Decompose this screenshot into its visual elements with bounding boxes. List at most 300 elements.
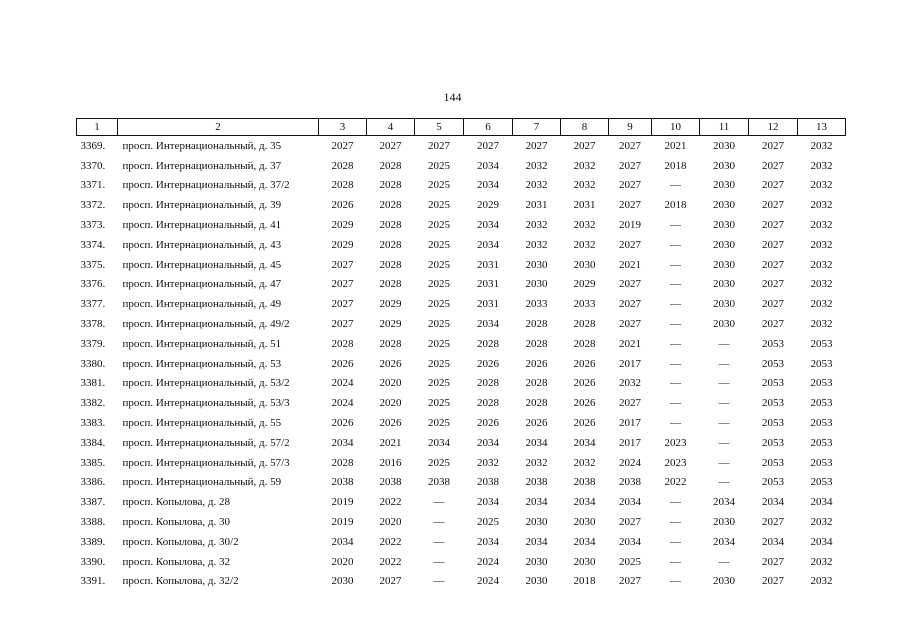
- data-table: [76, 118, 846, 591]
- year-cell: 2034: [573, 535, 596, 548]
- year-cell: 2024: [619, 456, 641, 469]
- table-row: [77, 512, 846, 532]
- year-cell: 2029: [379, 318, 402, 331]
- address-cell: просп. Интернациональный, д. 53/2: [122, 377, 290, 390]
- year-cell: 2026: [573, 397, 596, 410]
- column-header-13: 13: [798, 119, 846, 136]
- year-cell: 2032: [810, 575, 833, 588]
- year-cell: 2025: [428, 278, 450, 291]
- year-cell: 2053: [810, 377, 833, 390]
- year-cell: 2025: [428, 159, 450, 172]
- table-row: [77, 215, 846, 235]
- column-header-10: 10: [652, 119, 700, 136]
- table-row: [77, 374, 846, 394]
- year-cell: 2034: [477, 219, 499, 232]
- column-header-3: 3: [319, 119, 367, 136]
- header-row: [77, 119, 846, 136]
- row-number: 3388.: [80, 516, 106, 529]
- year-cell: 2034: [810, 535, 833, 548]
- column-header-2: 2: [118, 119, 319, 136]
- year-cell: 2017: [619, 436, 641, 449]
- year-cell: 2027: [619, 318, 641, 331]
- column-header-11: 11: [700, 119, 749, 136]
- year-cell: 2034: [619, 496, 641, 509]
- year-cell: 2016: [379, 456, 402, 469]
- year-cell: 2028: [379, 337, 402, 350]
- year-cell: 2025: [477, 516, 499, 529]
- row-number: 3374.: [80, 238, 106, 251]
- year-cell: 2028: [379, 179, 402, 192]
- year-cell: 2027: [619, 238, 641, 251]
- year-cell: 2030: [331, 575, 354, 588]
- year-cell: 2027: [331, 139, 354, 152]
- page-number: 144: [443, 90, 462, 104]
- address-cell: просп. Интернациональный, д. 51: [122, 337, 282, 350]
- year-cell: 2038: [477, 476, 499, 489]
- year-cell: 2031: [525, 199, 548, 212]
- year-cell: 2032: [810, 199, 833, 212]
- table-row: [77, 413, 846, 433]
- year-cell: 2027: [762, 258, 784, 271]
- year-cell: 2053: [762, 476, 784, 489]
- year-cell: 2018: [664, 159, 687, 172]
- table-row: [77, 354, 846, 374]
- column-header-7: 7: [513, 119, 561, 136]
- table-body: [77, 136, 846, 592]
- year-cell: —: [433, 555, 445, 568]
- year-cell: 2053: [810, 337, 833, 350]
- year-cell: 2030: [525, 555, 548, 568]
- year-cell: 2028: [573, 337, 596, 350]
- year-cell: —: [670, 179, 681, 192]
- year-cell: 2025: [428, 397, 450, 410]
- year-cell: 2053: [762, 337, 784, 350]
- year-cell: 2027: [331, 258, 354, 271]
- year-cell: 2028: [331, 456, 354, 469]
- year-cell: 2026: [331, 357, 354, 370]
- year-cell: 2034: [573, 496, 596, 509]
- column-header-12: 12: [749, 119, 798, 136]
- year-cell: 2053: [810, 456, 833, 469]
- year-cell: 2022: [664, 476, 687, 489]
- year-cell: 2028: [331, 337, 354, 350]
- table-row: [77, 255, 846, 275]
- column-header-8: 8: [561, 119, 609, 136]
- year-cell: 2053: [762, 357, 784, 370]
- year-cell: 2024: [477, 555, 499, 568]
- year-cell: —: [718, 337, 730, 350]
- year-cell: —: [718, 397, 730, 410]
- year-cell: 2032: [810, 278, 833, 291]
- year-cell: 2028: [379, 199, 402, 212]
- year-cell: —: [670, 417, 681, 430]
- year-cell: 2027: [619, 298, 641, 311]
- row-number: 3377.: [80, 298, 106, 311]
- year-cell: 2025: [428, 456, 450, 469]
- year-cell: 2033: [573, 298, 596, 311]
- year-cell: 2034: [573, 436, 596, 449]
- year-cell: 2032: [810, 179, 833, 192]
- table-row: [77, 393, 846, 413]
- year-cell: 2033: [525, 298, 548, 311]
- year-cell: 2027: [573, 139, 596, 152]
- year-cell: —: [718, 357, 730, 370]
- year-cell: 2027: [762, 555, 784, 568]
- year-cell: 2038: [573, 476, 596, 489]
- row-number: 3389.: [80, 535, 106, 548]
- year-cell: —: [670, 318, 681, 331]
- year-cell: 2032: [810, 219, 833, 232]
- year-cell: 2032: [573, 179, 596, 192]
- row-number: 3386.: [80, 476, 106, 489]
- year-cell: 2053: [810, 417, 833, 430]
- year-cell: 2027: [331, 298, 354, 311]
- year-cell: —: [670, 516, 681, 529]
- year-cell: 2020: [379, 516, 402, 529]
- year-cell: —: [670, 238, 681, 251]
- year-cell: 2034: [477, 436, 499, 449]
- year-cell: 2020: [331, 555, 354, 568]
- year-cell: —: [718, 555, 730, 568]
- year-cell: 2030: [713, 219, 735, 232]
- year-cell: 2053: [810, 357, 833, 370]
- column-header-1: 1: [77, 119, 118, 136]
- year-cell: 2031: [477, 298, 499, 311]
- year-cell: 2053: [810, 476, 833, 489]
- year-cell: —: [718, 476, 730, 489]
- year-cell: 2024: [331, 397, 354, 410]
- year-cell: 2032: [525, 456, 548, 469]
- year-cell: 2025: [428, 298, 450, 311]
- year-cell: 2027: [762, 219, 784, 232]
- year-cell: 2038: [379, 476, 402, 489]
- address-cell: просп. Интернациональный, д. 35: [122, 139, 282, 152]
- year-cell: 2032: [810, 258, 833, 271]
- table-row: [77, 156, 846, 176]
- year-cell: 2034: [331, 535, 354, 548]
- year-cell: 2032: [525, 238, 548, 251]
- year-cell: 2027: [619, 516, 641, 529]
- year-cell: 2032: [810, 139, 833, 152]
- year-cell: —: [433, 516, 445, 529]
- year-cell: 2028: [379, 219, 402, 232]
- table-row: [77, 453, 846, 473]
- year-cell: 2028: [477, 337, 499, 350]
- year-cell: 2030: [525, 258, 548, 271]
- year-cell: 2027: [619, 159, 641, 172]
- year-cell: —: [718, 417, 730, 430]
- row-number: 3391.: [80, 575, 106, 588]
- year-cell: 2030: [713, 139, 735, 152]
- year-cell: 2027: [762, 238, 784, 251]
- year-cell: 2021: [379, 436, 402, 449]
- year-cell: 2029: [331, 238, 354, 251]
- year-cell: —: [670, 219, 681, 232]
- year-cell: 2030: [713, 318, 735, 331]
- year-cell: —: [670, 397, 681, 410]
- year-cell: 2018: [664, 199, 687, 212]
- year-cell: 2020: [379, 397, 402, 410]
- row-number: 3376.: [80, 278, 106, 291]
- row-number: 3385.: [80, 456, 106, 469]
- table-row: [77, 492, 846, 512]
- address-cell: просп. Интернациональный, д. 57/2: [122, 436, 290, 449]
- address-cell: просп. Интернациональный, д. 53: [122, 357, 282, 370]
- year-cell: 2027: [762, 159, 784, 172]
- year-cell: 2028: [525, 377, 548, 390]
- year-cell: 2020: [379, 377, 402, 390]
- year-cell: —: [670, 357, 681, 370]
- year-cell: 2028: [379, 159, 402, 172]
- address-cell: просп. Интернациональный, д. 57/3: [122, 456, 290, 469]
- table-row: [77, 433, 846, 453]
- year-cell: —: [670, 496, 681, 509]
- year-cell: 2026: [573, 377, 596, 390]
- year-cell: —: [670, 298, 681, 311]
- year-cell: 2027: [428, 139, 450, 152]
- year-cell: 2024: [477, 575, 499, 588]
- year-cell: 2027: [619, 179, 641, 192]
- year-cell: —: [670, 337, 681, 350]
- table-row: [77, 195, 846, 215]
- year-cell: 2026: [525, 357, 548, 370]
- year-cell: —: [718, 436, 730, 449]
- year-cell: 2027: [762, 179, 784, 192]
- year-cell: 2032: [525, 219, 548, 232]
- address-cell: просп. Интернациональный, д. 53/3: [122, 397, 290, 410]
- year-cell: 2027: [762, 318, 784, 331]
- table-row: [77, 314, 846, 334]
- column-header-4: 4: [367, 119, 415, 136]
- table-row: [77, 235, 846, 255]
- row-number: 3371.: [80, 179, 106, 192]
- year-cell: 2027: [762, 199, 784, 212]
- table-row: [77, 275, 846, 295]
- year-cell: 2030: [713, 575, 735, 588]
- year-cell: 2032: [810, 555, 833, 568]
- row-number: 3383.: [80, 417, 106, 430]
- address-cell: просп. Интернациональный, д. 39: [122, 199, 282, 212]
- year-cell: 2028: [477, 377, 499, 390]
- year-cell: 2030: [713, 278, 735, 291]
- address-cell: просп. Интернациональный, д. 55: [122, 417, 282, 430]
- address-cell: просп. Интернациональный, д. 45: [122, 258, 282, 271]
- year-cell: 2034: [477, 535, 499, 548]
- year-cell: 2017: [619, 357, 641, 370]
- year-cell: —: [433, 496, 445, 509]
- year-cell: 2026: [573, 357, 596, 370]
- table-row: [77, 532, 846, 552]
- year-cell: 2030: [713, 199, 735, 212]
- year-cell: 2023: [664, 436, 687, 449]
- year-cell: 2032: [573, 456, 596, 469]
- year-cell: 2023: [664, 456, 687, 469]
- address-cell: просп. Копылова, д. 30: [122, 516, 231, 529]
- year-cell: 2032: [573, 219, 596, 232]
- year-cell: 2032: [810, 516, 833, 529]
- year-cell: 2053: [762, 436, 784, 449]
- address-cell: просп. Копылова, д. 30/2: [122, 535, 239, 548]
- year-cell: 2028: [331, 179, 354, 192]
- table-row: [77, 572, 846, 592]
- row-number: 3372.: [80, 199, 106, 212]
- year-cell: 2030: [713, 516, 735, 529]
- row-number: 3384.: [80, 436, 106, 449]
- address-cell: просп. Интернациональный, д. 41: [122, 219, 282, 232]
- year-cell: 2028: [525, 397, 548, 410]
- year-cell: 2032: [810, 318, 833, 331]
- year-cell: 2027: [619, 139, 641, 152]
- row-number: 3379.: [80, 337, 106, 350]
- year-cell: 2027: [379, 139, 402, 152]
- year-cell: 2038: [619, 476, 641, 489]
- year-cell: 2019: [331, 496, 354, 509]
- year-cell: 2030: [525, 278, 548, 291]
- year-cell: —: [718, 456, 730, 469]
- year-cell: 2027: [379, 575, 402, 588]
- year-cell: 2034: [477, 318, 499, 331]
- year-cell: —: [433, 575, 445, 588]
- year-cell: —: [433, 535, 445, 548]
- address-cell: просп. Копылова, д. 32/2: [122, 575, 239, 588]
- table-row: [77, 294, 846, 314]
- year-cell: 2034: [331, 436, 354, 449]
- table-row: [77, 176, 846, 196]
- year-cell: 2027: [762, 139, 784, 152]
- year-cell: 2053: [810, 436, 833, 449]
- year-cell: 2032: [810, 238, 833, 251]
- year-cell: 2025: [428, 377, 450, 390]
- year-cell: 2021: [664, 139, 687, 152]
- year-cell: 2026: [331, 199, 354, 212]
- year-cell: 2034: [762, 496, 784, 509]
- year-cell: 2025: [428, 318, 450, 331]
- row-number: 3382.: [80, 397, 106, 410]
- row-number: 3381.: [80, 377, 106, 390]
- year-cell: 2025: [428, 337, 450, 350]
- year-cell: 2030: [573, 555, 596, 568]
- year-cell: 2026: [331, 417, 354, 430]
- year-cell: 2027: [619, 397, 641, 410]
- address-cell: просп. Интернациональный, д. 59: [122, 476, 282, 489]
- year-cell: 2034: [762, 535, 784, 548]
- year-cell: 2025: [428, 417, 450, 430]
- year-cell: 2019: [331, 516, 354, 529]
- year-cell: 2053: [762, 417, 784, 430]
- year-cell: 2030: [525, 516, 548, 529]
- year-cell: 2022: [379, 496, 402, 509]
- year-cell: 2026: [379, 357, 402, 370]
- year-cell: 2026: [379, 417, 402, 430]
- year-cell: 2030: [713, 179, 735, 192]
- year-cell: 2019: [619, 219, 641, 232]
- year-cell: —: [718, 377, 730, 390]
- year-cell: 2032: [573, 238, 596, 251]
- year-cell: 2028: [525, 318, 548, 331]
- year-cell: 2030: [713, 159, 735, 172]
- year-cell: 2028: [331, 159, 354, 172]
- row-number: 3370.: [80, 159, 106, 172]
- row-number: 3387.: [80, 496, 106, 509]
- year-cell: 2038: [525, 476, 548, 489]
- year-cell: 2034: [428, 436, 450, 449]
- address-cell: просп. Интернациональный, д. 49: [122, 298, 282, 311]
- year-cell: 2025: [428, 238, 450, 251]
- year-cell: 2034: [525, 436, 548, 449]
- year-cell: 2028: [379, 238, 402, 251]
- year-cell: 2027: [762, 575, 784, 588]
- year-cell: 2027: [477, 139, 499, 152]
- table-row: [77, 334, 846, 354]
- year-cell: —: [670, 258, 681, 271]
- table-row: [77, 136, 846, 156]
- year-cell: 2025: [428, 199, 450, 212]
- year-cell: 2030: [573, 516, 596, 529]
- year-cell: 2029: [379, 298, 402, 311]
- year-cell: 2034: [477, 496, 499, 509]
- table-row: [77, 473, 846, 493]
- year-cell: 2032: [477, 456, 499, 469]
- year-cell: —: [670, 535, 681, 548]
- row-number: 3378.: [80, 318, 106, 331]
- year-cell: 2034: [477, 159, 499, 172]
- row-number: 3375.: [80, 258, 106, 271]
- year-cell: 2053: [762, 377, 784, 390]
- year-cell: 2031: [573, 199, 596, 212]
- table-row: [77, 552, 846, 572]
- year-cell: 2028: [379, 258, 402, 271]
- column-header-6: 6: [464, 119, 513, 136]
- year-cell: 2026: [477, 417, 499, 430]
- year-cell: 2034: [713, 535, 735, 548]
- year-cell: 2030: [525, 575, 548, 588]
- year-cell: 2027: [331, 278, 354, 291]
- year-cell: 2034: [525, 535, 548, 548]
- year-cell: —: [670, 555, 681, 568]
- address-cell: просп. Копылова, д. 28: [122, 496, 231, 509]
- year-cell: 2027: [619, 278, 641, 291]
- year-cell: 2034: [477, 179, 499, 192]
- column-header-9: 9: [609, 119, 652, 136]
- address-cell: просп. Копылова, д. 32: [122, 555, 231, 568]
- year-cell: 2026: [573, 417, 596, 430]
- year-cell: 2027: [525, 139, 548, 152]
- year-cell: 2027: [762, 516, 784, 529]
- year-cell: 2034: [713, 496, 735, 509]
- year-cell: 2030: [713, 258, 735, 271]
- year-cell: 2026: [477, 357, 499, 370]
- row-number: 3390.: [80, 555, 106, 568]
- address-cell: просп. Интернациональный, д. 49/2: [122, 318, 290, 331]
- year-cell: 2027: [762, 278, 784, 291]
- year-cell: 2032: [525, 179, 548, 192]
- column-header-5: 5: [415, 119, 464, 136]
- year-cell: 2031: [477, 278, 499, 291]
- year-cell: 2029: [331, 219, 354, 232]
- year-cell: 2018: [573, 575, 596, 588]
- year-cell: 2030: [713, 298, 735, 311]
- year-cell: 2032: [619, 377, 641, 390]
- year-cell: 2030: [573, 258, 596, 271]
- year-cell: 2034: [477, 238, 499, 251]
- year-cell: 2034: [619, 535, 641, 548]
- year-cell: 2053: [762, 456, 784, 469]
- year-cell: 2031: [477, 258, 499, 271]
- year-cell: 2027: [619, 199, 641, 212]
- year-cell: 2034: [810, 496, 833, 509]
- year-cell: 2028: [379, 278, 402, 291]
- year-cell: 2026: [525, 417, 548, 430]
